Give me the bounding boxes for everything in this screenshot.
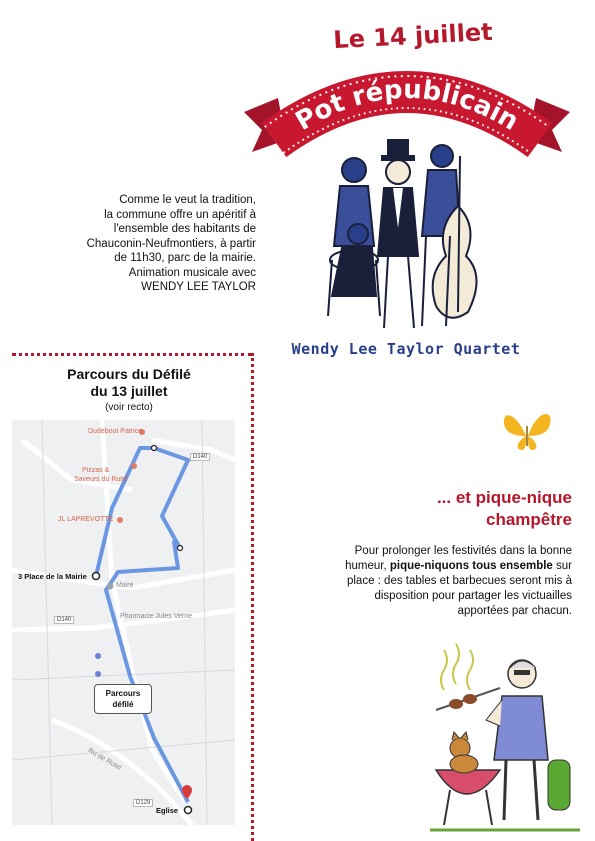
parcours-title xyxy=(24,366,234,400)
map-legend-box xyxy=(94,684,152,714)
butterfly-icon xyxy=(500,406,554,454)
parcours-title-line: du 13 juillet xyxy=(90,383,168,399)
picnic-paragraph xyxy=(330,544,572,619)
picnic-text-bold: pique-niquons tous ensemble xyxy=(389,560,553,572)
barbecue-illustration xyxy=(430,640,580,835)
route-map xyxy=(12,420,235,825)
event-date: Le 14 juillet xyxy=(332,17,494,55)
picnic-text: Pour prolonger les festivités dans la bonne humeur, xyxy=(345,545,572,572)
quartet-caption: Wendy Lee Taylor Quartet xyxy=(291,340,521,358)
place-marker-icon xyxy=(131,463,137,469)
section-divider-right xyxy=(251,353,254,841)
intro-line: Animation musicale avec xyxy=(128,266,256,279)
place-marker-icon xyxy=(117,517,123,523)
intro-line: l'ensemble des habitants de xyxy=(113,223,256,235)
banner-title: Pot républicain xyxy=(290,74,524,137)
map-label-pizzas: Saveurs du Rutel xyxy=(74,476,128,483)
parcours-note: (voir recto) xyxy=(105,402,153,413)
road-number: D140 xyxy=(190,453,210,461)
picnic-title xyxy=(330,487,572,531)
smoke-icon xyxy=(441,644,473,690)
map-label-pizzas: Pizzas & xyxy=(82,467,110,474)
map-legend-line: Parcours xyxy=(105,689,141,698)
intro-line: de 11h30, parc de la mairie. xyxy=(114,252,256,264)
map-label-rutel: Ru de Rutel xyxy=(86,747,123,772)
intro-paragraph xyxy=(80,193,256,295)
picnic-text: sur place : des tables et barbecues seront mis à disposition pour partager les victuailles apportées par chacun. xyxy=(346,560,572,617)
route-start-label: 3 Place de la Mairie xyxy=(18,572,87,581)
map-legend-line: défilé xyxy=(112,700,134,709)
map-label-mairie: Maire xyxy=(116,582,134,589)
route-start-marker xyxy=(93,573,100,580)
section-divider-top xyxy=(12,353,252,356)
map-label-laprevotte: JL LAPREVOTTE xyxy=(58,516,114,523)
place-marker-icon xyxy=(95,653,101,659)
place-marker-icon xyxy=(95,671,101,677)
map-label-pharmacie: Pharmacie Jules Verne xyxy=(120,613,192,620)
road-number: D140 xyxy=(54,616,74,624)
picnic-title-line: ... et pique-nique xyxy=(436,488,572,507)
route-waypoint xyxy=(178,546,183,551)
route-end-marker xyxy=(185,807,192,814)
parcours-title-line: Parcours du Défilé xyxy=(67,366,191,382)
map-label-dudebout: Dudebout Patrice xyxy=(88,428,143,435)
route-end-label: Eglise xyxy=(156,806,179,815)
quartet-illustration xyxy=(318,136,488,336)
picnic-title-line: champêtre xyxy=(486,510,572,529)
intro-line: Comme le veut la tradition, xyxy=(119,194,256,206)
intro-line: WENDY LEE TAYLOR xyxy=(141,281,256,293)
route-waypoint xyxy=(152,446,157,451)
road-number: D129 xyxy=(133,799,153,807)
intro-line: Chauconin-Neufmontiers, à partir xyxy=(86,237,256,250)
intro-line: la commune offre un apéritif à xyxy=(104,208,256,221)
place-marker-icon xyxy=(107,583,114,590)
